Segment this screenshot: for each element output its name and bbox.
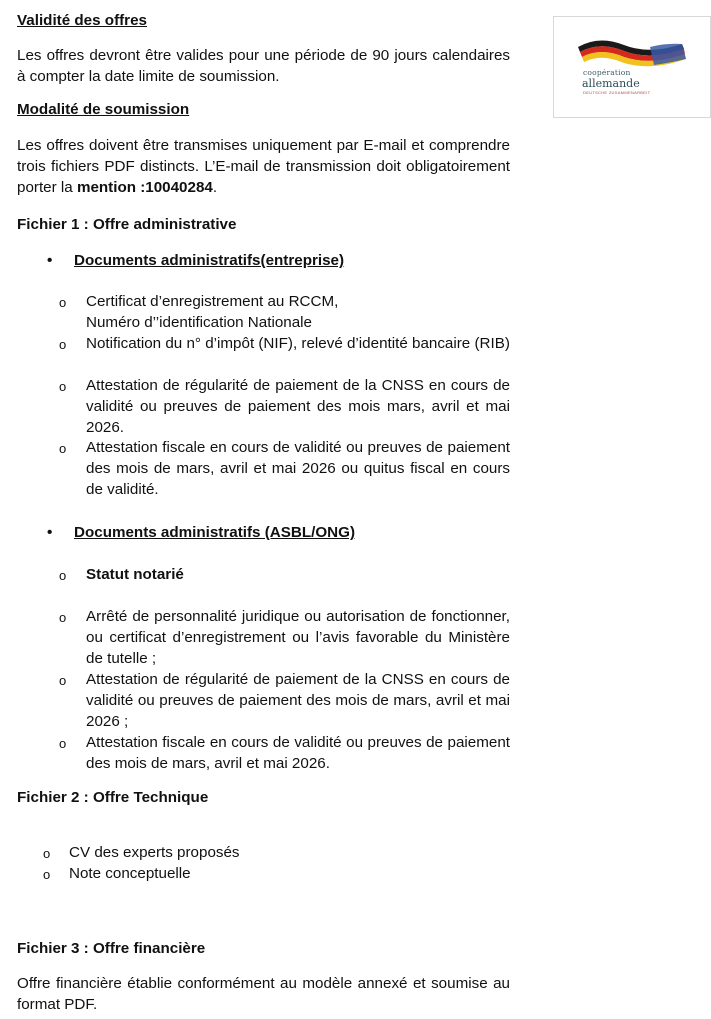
list-item: o Notification du n° d’impôt (NIF), relevé d’identité bancaire (RIB) (59, 333, 510, 354)
circle-bullet-icon: o (59, 337, 67, 352)
circle-bullet-icon: o (59, 568, 67, 583)
list-item: o Attestation de régularité de paiement de la CNSS en cours de validité ou preuves de paiement des mois de mars, avril et mai 2026 ; (59, 671, 510, 730)
logo-line3: DEUTSCHE ZUSAMMENARBEIT (583, 90, 651, 95)
cooperation-allemande-logo (553, 16, 711, 118)
bullet-icon: • (47, 524, 53, 541)
list-item: o CV des experts proposés (43, 842, 510, 863)
list-item: o Attestation de régularité de paiement de la CNSS en cours de validité ou preuves de paiement des mois mars, avril et mai 2026. (59, 377, 510, 436)
validity-text: Les offres devront être valides pour une période de 90 jours calendaires à compter la date limite de soumission. (17, 47, 510, 85)
logo-line2: allemande (582, 77, 640, 90)
submission-heading: Modalité de soumission (17, 101, 190, 118)
logo-line1: coopération (583, 68, 631, 77)
circle-bullet-icon: o (43, 846, 51, 861)
list-item: o Attestation fiscale en cours de validité ou preuves de paiement des mois de mars, avril et mai 2026 ou quitus fiscal en cours de validité. (59, 439, 510, 498)
circle-bullet-icon: o (59, 673, 67, 688)
bullet-icon: • (47, 252, 53, 269)
file3-heading: Fichier 3 : Offre financière (17, 940, 206, 957)
validity-heading: Validité des offres (17, 12, 147, 29)
file1-heading: Fichier 1 : Offre administrative (17, 216, 237, 233)
list-item: o Statut notarié (59, 564, 510, 585)
flag-ribbon-icon (554, 17, 711, 77)
submission-mention: mention :10040284 (76, 179, 213, 196)
circle-bullet-icon: o (59, 736, 67, 751)
file3-text: Offre financière établie conformément au modèle annexé et soumise au format PDF. (17, 975, 510, 1013)
submission-text: Les offres doivent être transmises uniquement par E-mail et comprendre trois fichiers PDF distincts. L’E-mail de transmission doit obligatoirement porter la mention :10040284. (17, 137, 510, 196)
list-item: o Note conceptuelle (43, 863, 510, 884)
file2-heading: Fichier 2 : Offre Technique (17, 789, 209, 806)
group2-label: Documents administratifs (ASBL/ONG) (74, 524, 355, 541)
list-item: o Attestation fiscale en cours de validité ou preuves de paiement des mois de mars, avril et mai 2026. (59, 734, 510, 772)
circle-bullet-icon: o (59, 610, 67, 625)
circle-bullet-icon: o (43, 867, 51, 882)
list-item: o Arrêté de personnalité juridique ou autorisation de fonctionner, ou certificat d’enregistrement ou l’avis favorable du Ministère de tutelle ; (59, 608, 510, 667)
group1-label: Documents administratifs(entreprise) (74, 252, 345, 269)
circle-bullet-icon: o (59, 379, 67, 394)
circle-bullet-icon: o (59, 441, 67, 456)
circle-bullet-icon: o (59, 295, 67, 310)
list-item: o Certificat d’enregistrement au RCCM, Numéro d’’identification Nationale (59, 293, 339, 331)
